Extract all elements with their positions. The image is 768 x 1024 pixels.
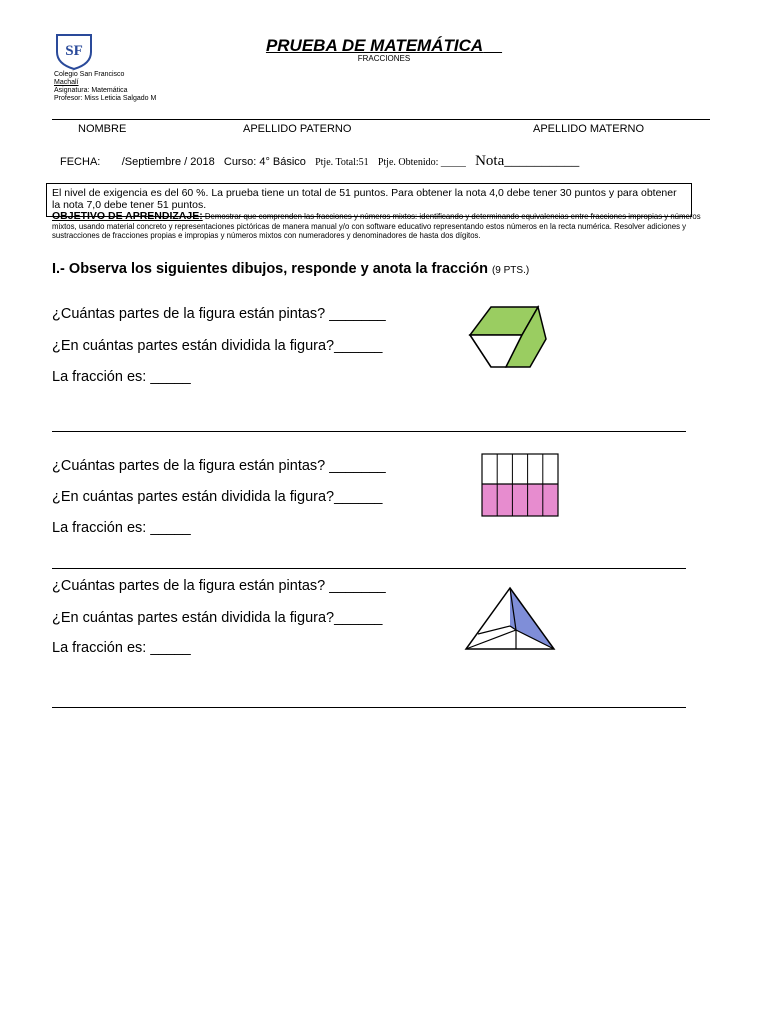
apellido-paterno-label: APELLIDO PATERNO xyxy=(243,123,352,135)
ptje-total: Ptje. Total:51 xyxy=(315,157,369,168)
question-3-painted: ¿Cuántas partes de la figura están pintas? _______ xyxy=(52,578,386,594)
page-title: PRUEBA DE MATEMÁTICA xyxy=(265,36,484,55)
school-info xyxy=(54,71,156,103)
question-3-divided: ¿En cuántas partes están dividida la figura?______ xyxy=(52,610,383,626)
question-1-fraction: La fracción es: _____ xyxy=(52,369,191,385)
question-1-painted: ¿Cuántas partes de la figura están pintas? _______ xyxy=(52,306,386,322)
question-2-divided: ¿En cuántas partes están dividida la figura?______ xyxy=(52,489,383,505)
section-1-points: (9 PTS.) xyxy=(491,265,530,276)
objetivo-aprendizaje xyxy=(52,212,712,241)
name-line xyxy=(52,119,710,120)
fecha-label: FECHA: xyxy=(60,156,101,168)
school-name: Colegio San Francisco xyxy=(54,71,125,78)
objetivo-label: OBJETIVO DE APRENDIZAJE: xyxy=(52,210,203,222)
exigencia-box: El nivel de exigencia es del 60 %. La prueba tiene un total de 51 puntos. Para obtener la nota 4,0 debe tener 30 puntos y para obtener la nota 7,0 debe tener 51 puntos. xyxy=(46,183,692,217)
nombre-label: NOMBRE xyxy=(78,123,127,135)
nota-field: Nota__________ xyxy=(475,153,580,169)
curso-label: Curso: 4° Básico xyxy=(223,156,306,168)
page-subtitle: FRACCIONES xyxy=(357,54,411,63)
section-1-title xyxy=(52,261,529,277)
apellido-materno-label: APELLIDO MATERNO xyxy=(533,123,645,135)
logo-text: SF xyxy=(65,43,83,59)
grid-shaded-row xyxy=(482,484,558,516)
divider-1 xyxy=(52,431,686,432)
fecha-value: /Septiembre / 2018 xyxy=(121,156,215,168)
question-2-fraction: La fracción es: _____ xyxy=(52,520,191,536)
question-2-painted: ¿Cuántas partes de la figura están pintas? _______ xyxy=(52,458,386,474)
question-1-divided: ¿En cuántas partes están dividida la figura?______ xyxy=(52,338,383,354)
triangle-figure xyxy=(464,586,556,652)
divider-2 xyxy=(52,568,686,569)
section-1-heading: I.- Observa los siguientes dibujos, responde y anota la fracción xyxy=(52,261,488,277)
school-city: Machalí xyxy=(54,79,79,86)
cube-figure xyxy=(466,305,548,371)
ptje-obtenido: Ptje. Obtenido: _____ xyxy=(377,157,466,168)
info-line xyxy=(60,153,579,170)
grid-figure xyxy=(481,453,561,519)
divider-3 xyxy=(52,707,686,708)
school-teacher: Profesor: Miss Leticia Salgado M xyxy=(54,95,157,102)
objetivo-text: Demostrar que comprenden las fracciones y números mixtos: identificando y determinando equivalencias entre fracciones impropias y números mixtos, usando material concreto y representaciones pictóricas de manera manual y/o con software educativo representando estos números en la recta numérica. Resolver adiciones y sustracciones de fracciones propias e impropias y números mixtos con numeradores y denominadores de hasta dos dígitos. xyxy=(52,212,701,240)
question-3-fraction: La fracción es: _____ xyxy=(52,640,191,656)
school-subject: Asignatura: Matemática xyxy=(54,87,128,94)
